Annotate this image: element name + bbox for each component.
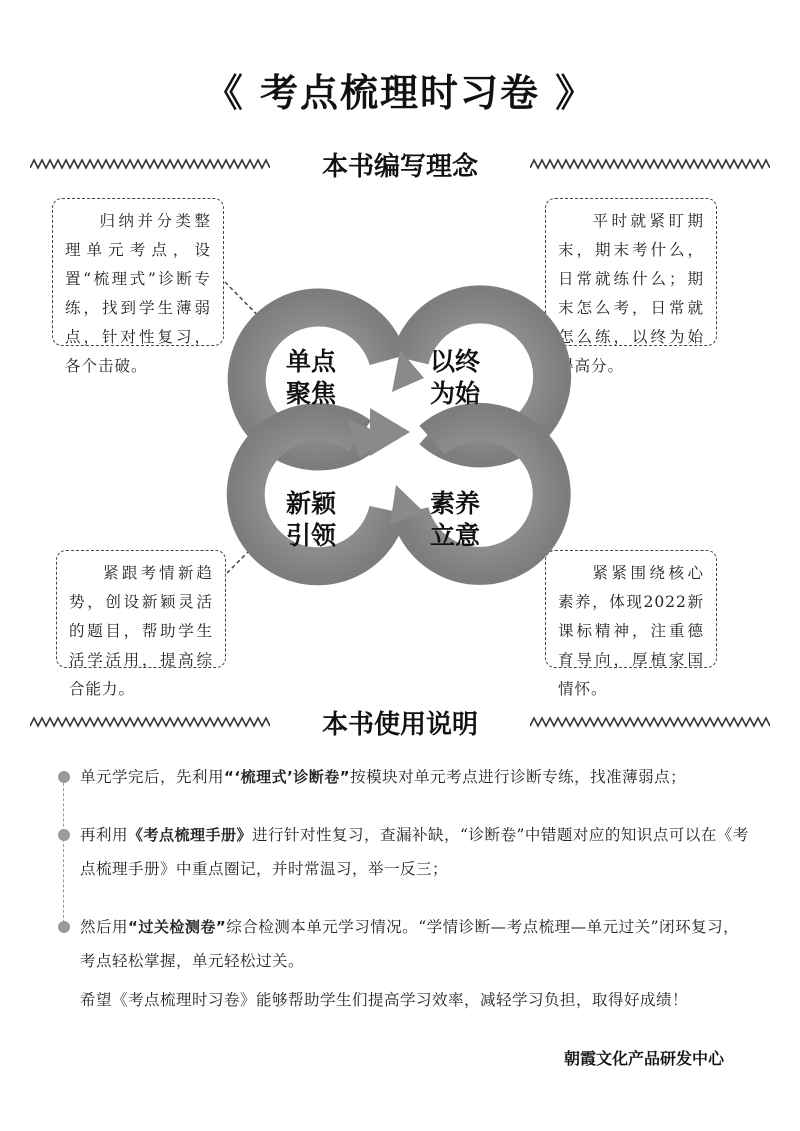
quadrant-label-line: 聚焦 bbox=[285, 379, 336, 408]
page-title: 《 考点梳理时习卷 》 bbox=[204, 71, 596, 115]
usage-item-3-pre: 然后用 bbox=[80, 918, 129, 936]
bullet-dot bbox=[58, 771, 70, 783]
usage-item-text bbox=[80, 760, 755, 794]
usage-item-1-bold: “‘梳理式’诊断卷” bbox=[224, 768, 351, 786]
zigzag-divider-left bbox=[30, 716, 270, 728]
zigzag-divider-left bbox=[30, 158, 270, 170]
section-heading-label: 本书编写理念 bbox=[321, 152, 478, 182]
quadrant-label-line: 以终 bbox=[429, 347, 480, 376]
callout-top-right-text: 平时就紧盯期末，期末考什么，日常就练什么；期末怎么考，日常就怎么练，以终为始得高分。 bbox=[558, 212, 704, 375]
usage-item-2-post: 进行针对性复习，查漏补缺，“诊断卷”中错题对应的知识点可以在《考点梳理手册》中重点圈记，并时常温习，举一反三； bbox=[80, 826, 749, 878]
callout-bottom-left bbox=[56, 550, 226, 698]
bullet-dot bbox=[58, 921, 70, 933]
usage-item-1-pre: 单元学完后，先利用 bbox=[80, 768, 225, 786]
usage-item-3-post: 综合检测本单元学习情况。“学情诊断—考点梳理—单元过关”闭环复习，考点轻松掌握，单元轻松过关。 bbox=[80, 918, 740, 970]
zigzag-divider-right bbox=[530, 158, 770, 170]
callout-bottom-right-text: 紧紧围绕核心素养，体现2022新课标精神，注重德育导向，厚植家国情怀。 bbox=[558, 564, 704, 698]
usage-item-text bbox=[80, 910, 755, 978]
callout-top-left-text: 归纳并分类整理单元考点，设置“梳理式”诊断专练，找到学生薄弱点，针对性复习，各个击破。 bbox=[65, 212, 211, 375]
usage-list bbox=[50, 760, 750, 980]
closing-statement: 希望《考点梳理时习卷》能够帮助学生们提高学习效率，减轻学习负担，取得好成绩！ bbox=[80, 991, 689, 1009]
quadrant-label-goal bbox=[410, 346, 500, 410]
usage-item-text bbox=[80, 818, 755, 886]
quadrant-label-focus bbox=[266, 346, 356, 410]
usage-item-3-bold: “过关检测卷” bbox=[128, 918, 227, 936]
section-heading-label: 本书使用说明 bbox=[321, 710, 478, 740]
section-heading-philosophy bbox=[30, 146, 770, 180]
quadrant-label-literacy bbox=[410, 488, 500, 552]
quadrant-label-line: 单点 bbox=[285, 347, 336, 376]
quadrant-label-line: 立意 bbox=[429, 521, 480, 550]
bullet-connector-line bbox=[63, 778, 64, 928]
quadrant-label-line: 为始 bbox=[429, 379, 480, 408]
quadrant-label-novel bbox=[266, 488, 356, 552]
usage-item-1-post: 按模块对单元考点进行诊断专练，找准薄弱点； bbox=[350, 768, 687, 786]
usage-item-2-bold: 《考点梳理手册》 bbox=[128, 826, 253, 844]
bullet-dot bbox=[58, 829, 70, 841]
zigzag-divider-right bbox=[530, 716, 770, 728]
usage-item-2-pre: 再利用 bbox=[80, 826, 129, 844]
quadrant-label-line: 新颖 bbox=[285, 489, 336, 518]
section-heading-usage bbox=[30, 704, 770, 738]
callout-top-left bbox=[52, 198, 224, 375]
publisher-signature: 朝霞文化产品研发中心 bbox=[563, 1049, 724, 1068]
quadrant-label-line: 引领 bbox=[285, 521, 336, 550]
callout-bottom-left-text: 紧跟考情新趋势，创设新颖灵活的题目，帮助学生活学活用，提高综合能力。 bbox=[69, 564, 213, 698]
quadrant-label-line: 素养 bbox=[429, 489, 480, 518]
